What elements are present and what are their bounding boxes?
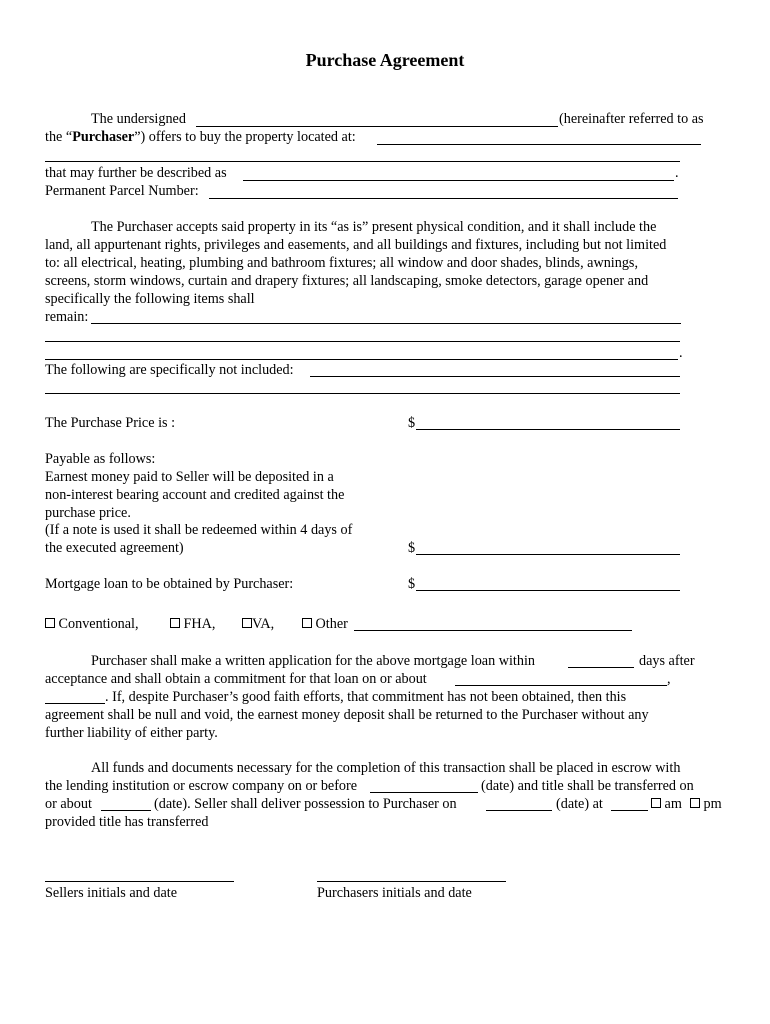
escrow-line-3c: (date) at xyxy=(556,796,603,812)
quote-open: the “ xyxy=(45,129,73,145)
not-included-field-1[interactable] xyxy=(310,376,680,377)
pm-label: pm xyxy=(703,796,722,812)
condition-line-4: screens, storm windows, curtain and drapery fixtures; all landscaping, smoke detectors, garage opener and xyxy=(45,273,649,289)
described-period: . xyxy=(675,165,679,181)
payable-line-5: (If a note is used it shall be redeemed within 4 days of xyxy=(45,522,353,538)
property-address-field[interactable] xyxy=(377,144,701,145)
checkbox-am[interactable] xyxy=(651,798,661,808)
purchaser-term: Purchaser xyxy=(72,129,135,145)
option-other-label: Other xyxy=(315,616,348,632)
payable-line-4: purchase price. xyxy=(45,505,131,521)
other-loan-field[interactable] xyxy=(354,630,632,631)
purchase-price-field[interactable] xyxy=(416,429,680,430)
document-title: Purchase Agreement xyxy=(305,50,465,70)
purchase-price-label: The Purchase Price is : xyxy=(45,415,176,431)
purchase-price-dollar: $ xyxy=(408,415,416,431)
not-included-label: The following are specifically not included: xyxy=(45,362,294,378)
payable-line-3: non-interest bearing account and credited against the xyxy=(45,487,345,503)
application-line-5: further liability of either party. xyxy=(45,725,218,741)
property-description-field[interactable] xyxy=(243,180,674,181)
hereinafter-label: (hereinafter referred to as xyxy=(559,111,704,127)
purchaser-initials-field[interactable] xyxy=(317,881,506,882)
checkbox-va[interactable] xyxy=(242,618,252,628)
checkbox-conventional[interactable] xyxy=(45,618,55,628)
application-days-field[interactable] xyxy=(568,667,634,668)
offers-text: ”) offers to buy the property located at: xyxy=(134,129,356,145)
escrow-date-field[interactable] xyxy=(370,792,478,793)
escrow-line-2b: (date) and title shall be transferred on xyxy=(481,778,694,794)
application-line-2-comma: , xyxy=(667,671,671,687)
payable-line-2: Earnest money paid to Seller will be deposited in a xyxy=(45,469,334,485)
payable-line-1: Payable as follows: xyxy=(45,451,156,467)
earnest-money-field[interactable] xyxy=(416,554,680,555)
title-transfer-date-field[interactable] xyxy=(101,810,151,811)
am-option[interactable] xyxy=(651,796,682,813)
undersigned-label: The undersigned xyxy=(91,111,186,127)
application-line-1a: Purchaser shall make a written application for the above mortgage loan within xyxy=(91,653,536,669)
purchaser-name-field[interactable] xyxy=(196,126,558,127)
remain-label: remain: xyxy=(45,309,89,325)
option-va-label: VA, xyxy=(252,616,275,632)
remaining-items-field-1[interactable] xyxy=(91,323,681,324)
condition-line-3: to: all electrical, heating, plumbing and bathroom fixtures; all window and door shades, blinds, awnings, xyxy=(45,255,638,271)
mortgage-label: Mortgage loan to be obtained by Purchaser: xyxy=(45,576,294,592)
option-fha[interactable] xyxy=(170,616,215,633)
condition-line-1: The Purchaser accepts said property in its “as is” present physical condition, and it shall include the xyxy=(91,219,657,235)
application-line-4: agreement shall be null and void, the earnest money deposit shall be returned to the Purchaser without any xyxy=(45,707,649,723)
condition-line-2: land, all appurtenant rights, privileges and easements, and all buildings and fixtures, including but not limited xyxy=(45,237,667,253)
application-line-2: acceptance and shall obtain a commitment for that loan on or about xyxy=(45,671,427,687)
possession-time-field[interactable] xyxy=(611,810,648,811)
parcel-label: Permanent Parcel Number: xyxy=(45,183,199,199)
escrow-line-3b: (date). Seller shall deliver possession to Purchaser on xyxy=(154,796,457,812)
escrow-line-2a: the lending institution or escrow company on or before xyxy=(45,778,358,794)
mortgage-dollar: $ xyxy=(408,576,416,592)
escrow-line-3a: or about xyxy=(45,796,92,812)
checkbox-fha[interactable] xyxy=(170,618,180,628)
remain-period: . xyxy=(679,345,683,361)
application-line-3: . If, despite Purchaser’s good faith efforts, that commitment has not been obtained, then this xyxy=(105,689,627,705)
option-fha-label: FHA, xyxy=(183,616,216,632)
purchaser-initials-label: Purchasers initials and date xyxy=(317,885,472,901)
commitment-extra-field[interactable] xyxy=(45,703,105,704)
pm-option[interactable] xyxy=(690,796,722,813)
not-included-field-2[interactable] xyxy=(45,393,680,394)
possession-date-field[interactable] xyxy=(486,810,552,811)
remaining-items-field-3[interactable] xyxy=(45,359,678,360)
purchaser-offer-line xyxy=(45,129,356,146)
mortgage-amount-field[interactable] xyxy=(416,590,680,591)
seller-initials-field[interactable] xyxy=(45,881,234,882)
checkbox-pm[interactable] xyxy=(690,798,700,808)
property-address-field-2[interactable] xyxy=(45,161,680,162)
checkbox-other[interactable] xyxy=(302,618,312,628)
commitment-date-field[interactable] xyxy=(455,685,667,686)
option-va[interactable] xyxy=(242,616,274,633)
parcel-number-field[interactable] xyxy=(209,198,678,199)
option-other[interactable] xyxy=(302,616,348,633)
condition-line-5: specifically the following items shall xyxy=(45,291,255,307)
earnest-money-dollar: $ xyxy=(408,540,416,556)
option-conventional-label: Conventional, xyxy=(58,616,139,632)
seller-initials-label: Sellers initials and date xyxy=(45,885,177,901)
application-line-1b: days after xyxy=(639,653,695,669)
escrow-line-4: provided title has transferred xyxy=(45,814,209,830)
payable-line-6: the executed agreement) xyxy=(45,540,184,556)
escrow-line-1: All funds and documents necessary for the completion of this transaction shall be placed in escrow with xyxy=(91,760,681,776)
am-label: am xyxy=(664,796,682,812)
described-label: that may further be described as xyxy=(45,165,227,181)
remaining-items-field-2[interactable] xyxy=(45,341,680,342)
option-conventional[interactable] xyxy=(45,616,139,633)
